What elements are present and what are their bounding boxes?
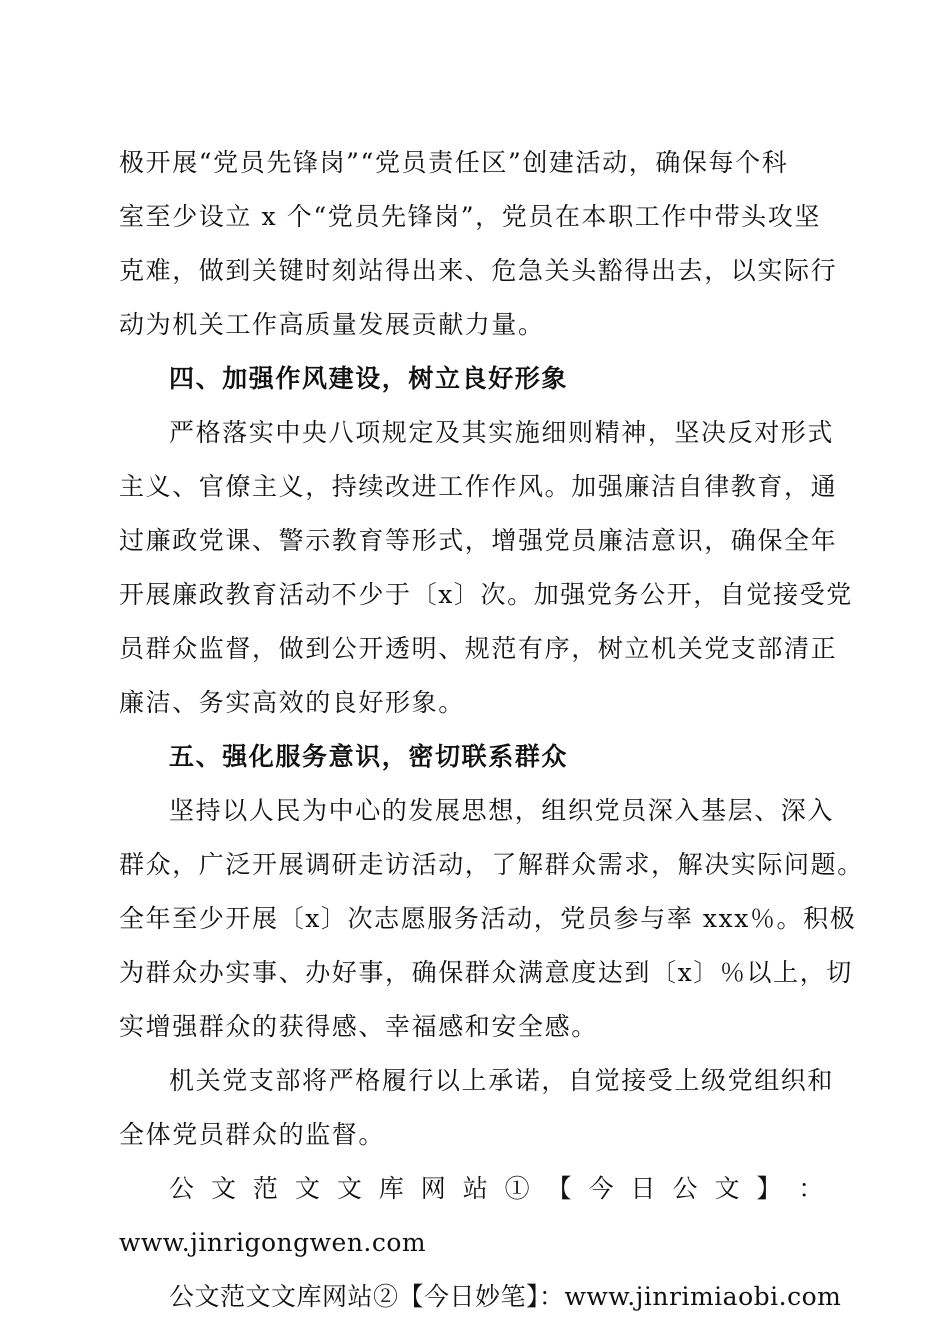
paragraph-2-line-3: 过廉政党课、警示教育等形式，增强党员廉洁意识，确保全年 — [119, 526, 838, 555]
paragraph-3-line-1: 坚持以人民为中心的发展思想，组织党员深入基层、深入 — [169, 796, 835, 825]
paragraph-1-line-3: 克难，做到关键时刻站得出来、危急关头豁得出去，以实际行 — [119, 256, 838, 285]
paragraph-4-line-2: 全体党员群众的监督。 — [119, 1120, 386, 1149]
paragraph-4-line-1: 机关党支部将严格履行以上承诺，自觉接受上级党组织和 — [169, 1066, 835, 1095]
paragraph-2-line-5: 员群众监督，做到公开透明、规范有序，树立机关党支部清正 — [119, 634, 838, 663]
paragraph-1-line-2: 室至少设立 x 个“党员先锋岗”，党员在本职工作中带头攻坚 — [119, 202, 821, 231]
paragraph-2-line-2: 主义、官僚主义，持续改进工作作风。加强廉洁自律教育，通 — [119, 472, 838, 501]
paragraph-2-line-4: 开展廉政教育活动不少于〔x〕次。加强党务公开，自觉接受党 — [119, 580, 853, 609]
paragraph-1-line-1: 极开展“党员先锋岗”“党员责任区”创建活动，确保每个科 — [119, 148, 789, 177]
paragraph-3-line-2: 群众，广泛开展调研走访活动，了解群众需求，解决实际问题。 — [119, 850, 864, 879]
footer-site-1-label: 公 文 范 文 文 库 网 站 ① 【 今 日 公 文 】 ： — [169, 1174, 825, 1203]
paragraph-3-line-3: 全年至少开展〔x〕次志愿服务活动，党员参与率 xxx％。积极 — [119, 904, 857, 933]
footer-site-2[interactable]: 公文范文文库网站②【今日妙笔】：www.jinrimiaobi.com — [169, 1282, 842, 1311]
footer-site-1-url[interactable]: www.jinrigongwen.com — [119, 1228, 427, 1257]
section-heading-5: 五、强化服务意识，密切联系群众 — [169, 742, 569, 771]
document-page — [119, 136, 864, 1324]
paragraph-2-line-1: 严格落实中央八项规定及其实施细则精神，坚决反对形式 — [169, 418, 835, 447]
section-heading-4: 四、加强作风建设，树立良好形象 — [169, 364, 569, 393]
paragraph-2-line-6: 廉洁、务实高效的良好形象。 — [119, 688, 465, 717]
paragraph-3-line-5: 实增强群众的获得感、幸福感和安全感。 — [119, 1012, 598, 1041]
paragraph-3-line-4: 为群众办实事、办好事，确保群众满意度达到〔x〕％以上，切 — [119, 958, 853, 987]
paragraph-1-line-4: 动为机关工作高质量发展贡献力量。 — [119, 310, 545, 339]
